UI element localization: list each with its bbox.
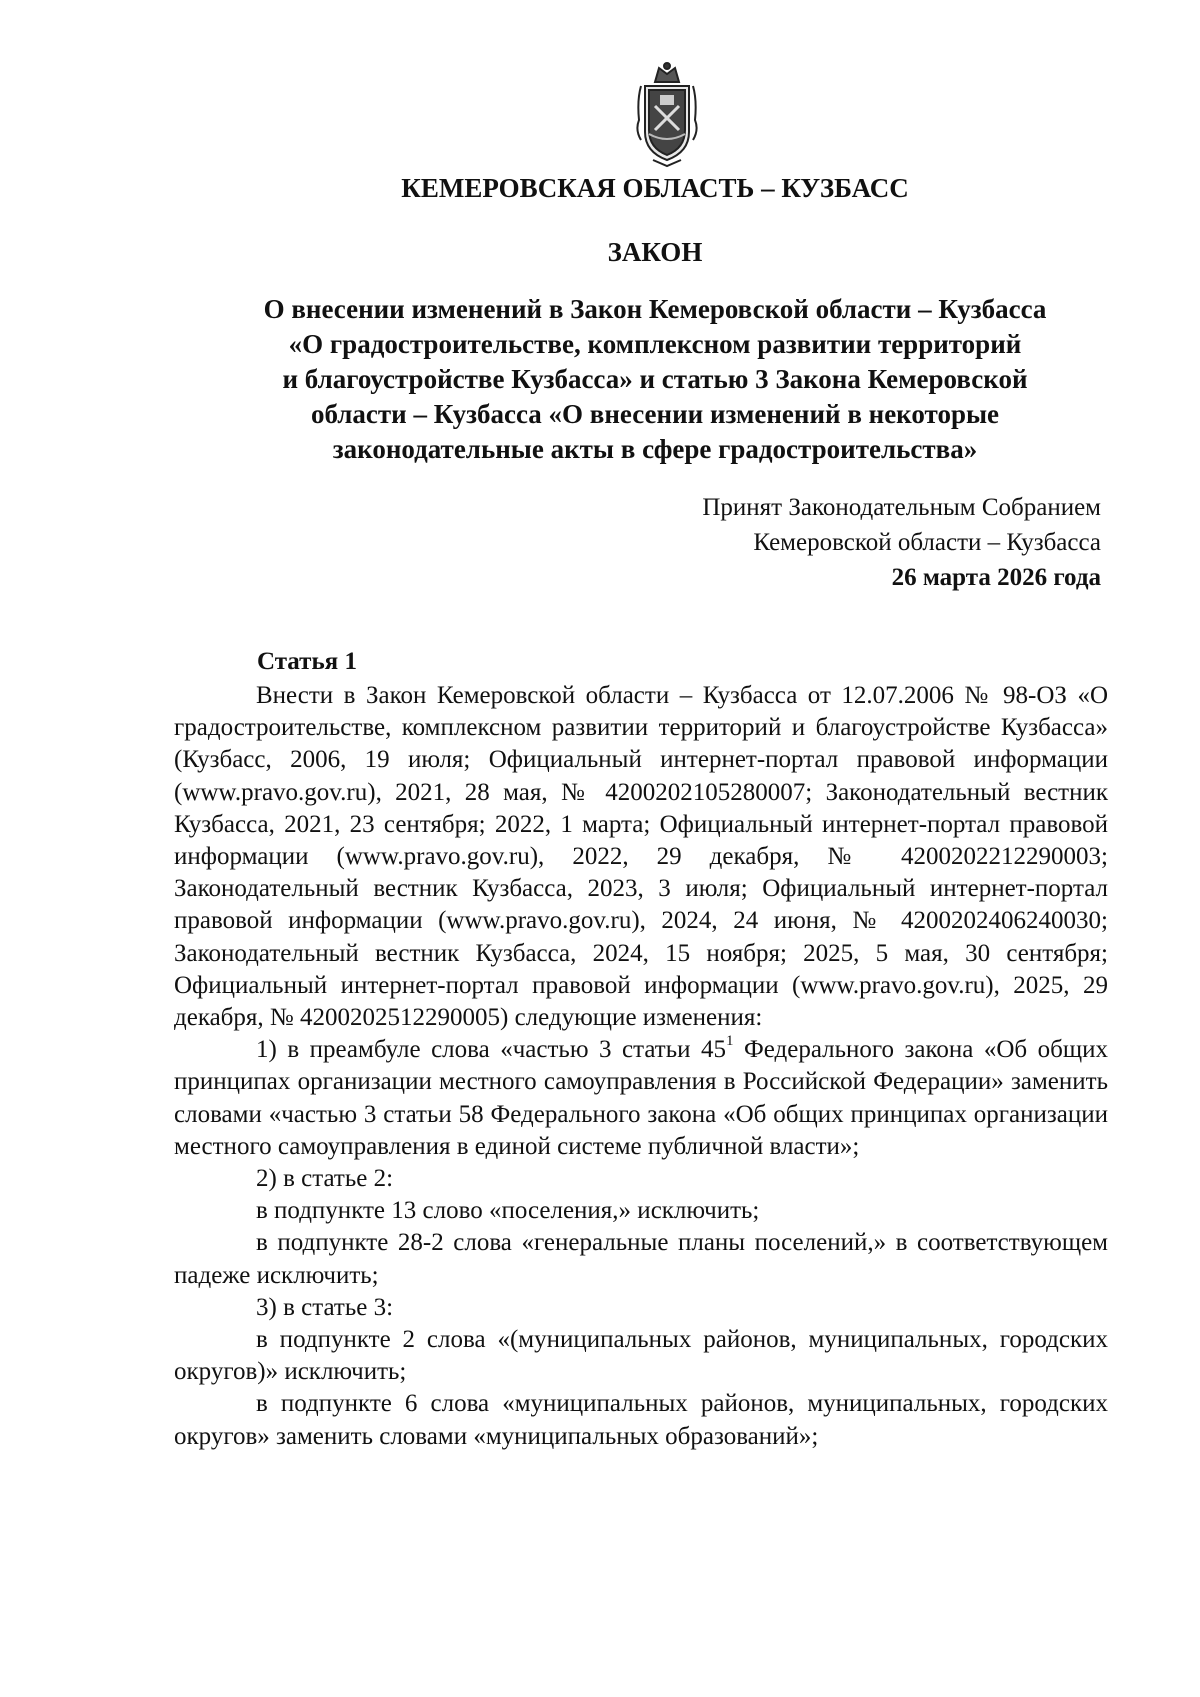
list-item: в подпункте 28-2 слова «генеральные планы поселений,» в соответствующем падеже исключить; bbox=[174, 1229, 1108, 1289]
region-name: КЕМЕРОВСКАЯ ОБЛАСТЬ – КУЗБАСС bbox=[401, 173, 909, 203]
item-text: 1) в преамбуле слова «частью 3 статьи 45 bbox=[256, 1036, 726, 1064]
document-type: ЗАКОН bbox=[607, 237, 703, 267]
article-intro: Внести в Закон Кемеровской области – Кузбасса от 12.07.2006 № 98-ОЗ «О градостроительстве, комплексном развитии территорий и благоустройстве Кузбасса» (Кузбасс, 2006, 19 июля; Официальный интернет-портал правовой информации (www.pravo.gov.ru), 2021, 28 мая, № 4200202105280007; Законодательный вестник Кузбасса, 2021, 23 сентября; 2022, 1 марта; Официальный интернет-портал правовой информации (www.pravo.gov.ru), 2022, 29 декабря, № 4200202212290003; Законодательный вестник Кузбасса, 2023, 3 июля; Официальный интернет-портал правовой информации (www.pravo.gov.ru), 2024, 24 июня, № 4200202406240030; Законодательный вестник Кузбасса, 2024, 15 ноября; 2025, 5 мая, 30 сентября; Официальный интернет-портал правовой информации (www.pravo.gov.ru), 2025, 29 декабря, № 4200202512290005) следующие изменения: bbox=[174, 682, 1108, 1032]
coat-of-arms-emblem bbox=[627, 60, 707, 170]
law-title bbox=[175, 292, 1135, 467]
article-heading: Статья 1 bbox=[257, 648, 357, 675]
list-item: 3) в статье 3: bbox=[256, 1293, 394, 1321]
superscript: 1 bbox=[726, 1032, 734, 1049]
title-line: и благоустройстве Кузбасса» и статью 3 Закона Кемеровской bbox=[282, 364, 1028, 394]
item-text: Федерального закона «Об общих принципах организации местного самоуправления в Российской Федерации» заменить словами «частью 3 статьи 58 Федерального закона «Об общих принципах организации местного самоуправления в единой системе публичной власти»; bbox=[174, 1036, 1108, 1160]
adopted-by-line: Кемеровской области – Кузбасса bbox=[753, 529, 1101, 556]
title-line: законодательные акты в сфере градостроительства» bbox=[332, 434, 978, 464]
list-item bbox=[174, 1034, 1108, 1163]
list-item: в подпункте 2 слова «(муниципальных районов, муниципальных, городских округов)» исключить; bbox=[174, 1326, 1108, 1386]
list-item: в подпункте 6 слова «муниципальных районов, муниципальных, городских округов» заменить словами «муниципальных образований»; bbox=[174, 1390, 1108, 1450]
article-body bbox=[174, 680, 1108, 1453]
adoption-date: 26 марта 2026 года bbox=[891, 564, 1101, 591]
title-line: О внесении изменений в Закон Кемеровской области – Кузбасса bbox=[263, 294, 1047, 324]
adoption-block bbox=[702, 490, 1101, 595]
adopted-by-line: Принят Законодательным Собранием bbox=[702, 494, 1101, 521]
title-line: области – Кузбасса «О внесении изменений в некоторые bbox=[310, 399, 1000, 429]
list-item: 2) в статье 2: bbox=[256, 1165, 394, 1193]
list-item: в подпункте 13 слово «поселения,» исключить; bbox=[256, 1197, 760, 1225]
title-line: «О градостроительстве, комплексном развитии территорий bbox=[288, 329, 1022, 359]
